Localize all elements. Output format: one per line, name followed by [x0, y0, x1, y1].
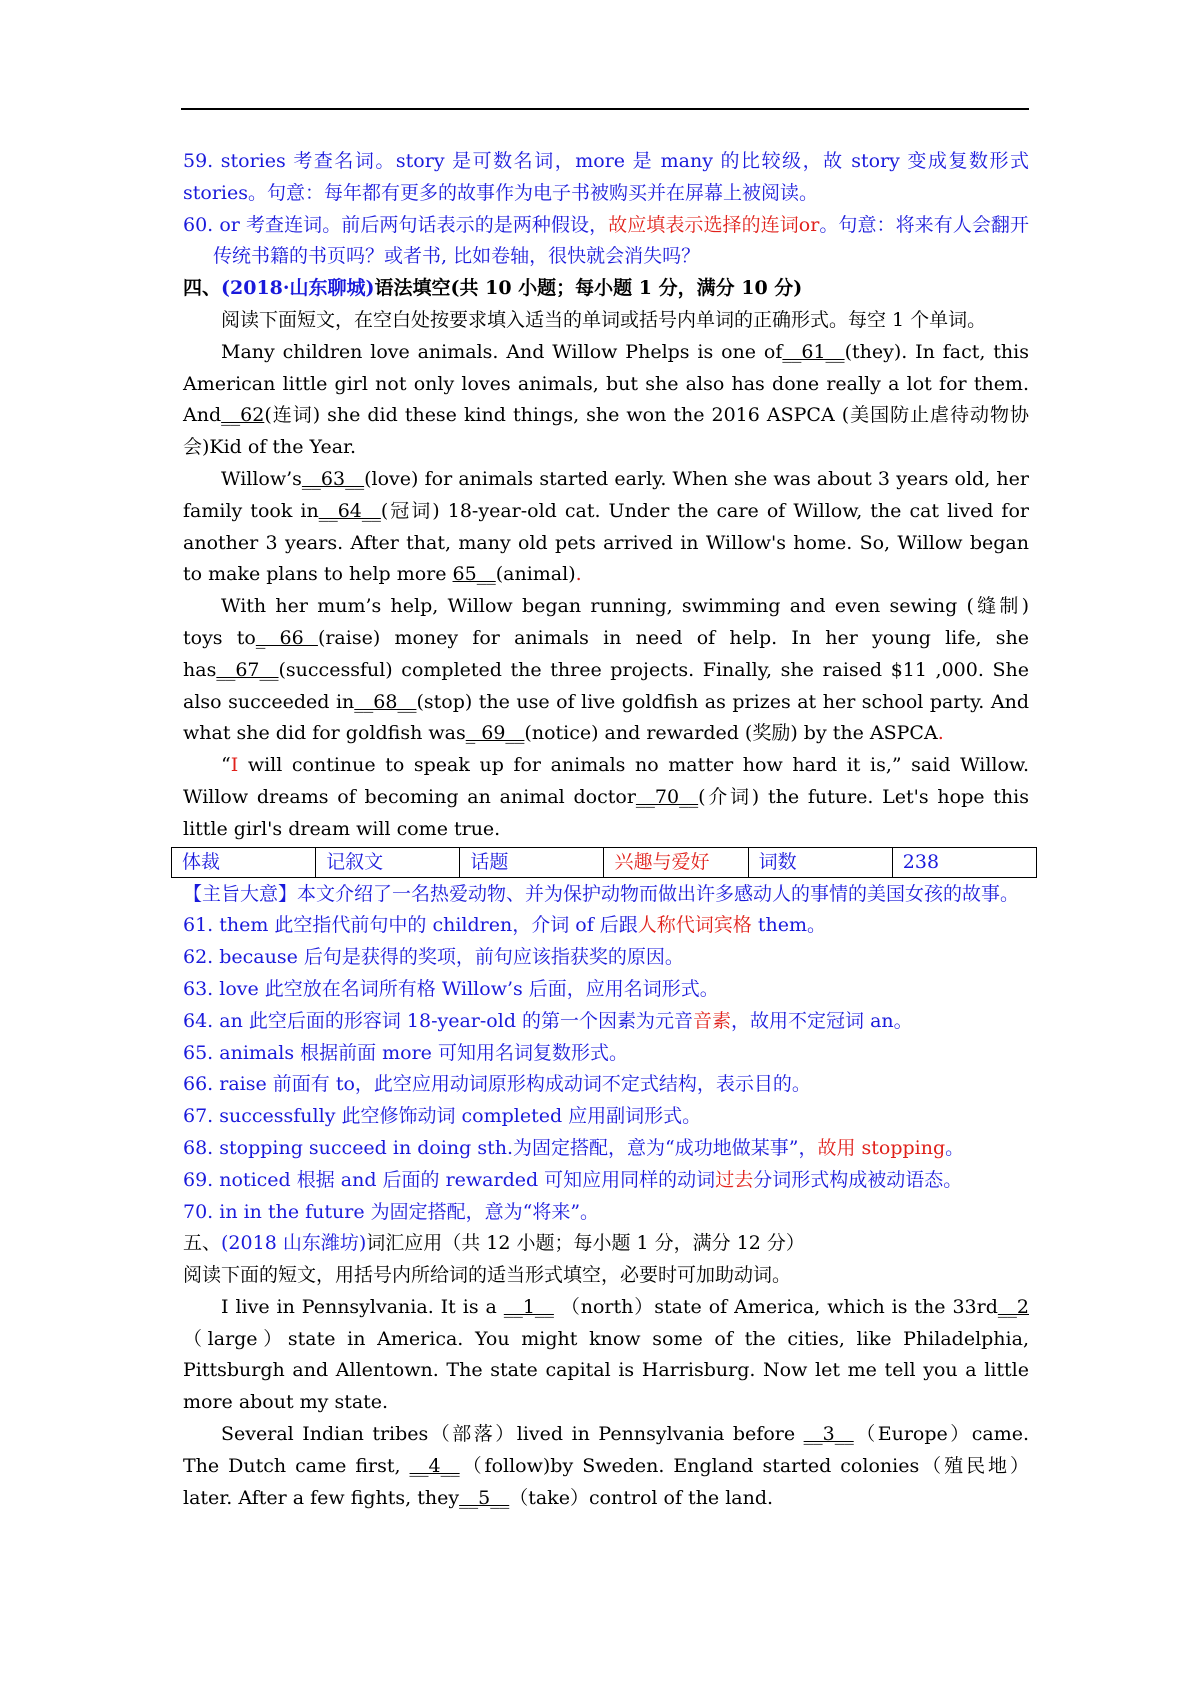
- table-cell-genre-value: 记叙文: [316, 847, 460, 877]
- passage-paragraph-3: With her mum’s help, Willow began running, swimming and even sewing (缝制) toys to_ 66 (raise) money for animals in need of help. In her young life, she has__67__(successful) completed the three projects. Finally, she raised $11 ,000. She also succeeded in__68__(stop) the use of live goldfish as prizes at her school party. And what she did for goldfish was_ 69__(notice) and rewarded (奖励) by the ASPCA.: [183, 595, 1029, 745]
- blank-65: 65__: [452, 563, 496, 586]
- passage-info-table: [171, 847, 1037, 878]
- answer-69: 69. noticed 根据 and 后面的 rewarded 可知应用同样的动词过去分词形式构成被动语态。: [183, 1168, 963, 1191]
- table-cell-topic-label: 话题: [460, 847, 604, 877]
- answer-68: 68. stopping succeed in doing sth.为固定搭配，意为“成功地做某事”，故用 stopping。: [183, 1136, 965, 1159]
- blank-63: __63__: [301, 467, 365, 490]
- blank-3: __3__: [803, 1423, 854, 1446]
- section-5-heading: 五、(2018 山东潍坊)词汇应用（共 12 小题；每小题 1 分，满分 12 分）: [183, 1232, 805, 1255]
- table-row: [172, 847, 1037, 877]
- section-5-instructions: 阅读下面的短文，用括号内所给词的适当形式填空，必要时可加助动词。: [183, 1264, 792, 1287]
- section-4-instructions: 阅读下面短文，在空白处按要求填入适当的单词或括号内单词的正确形式。每空 1 个单词。: [221, 308, 987, 331]
- table-cell-wordcount-label: 词数: [748, 847, 892, 877]
- answer-67: 67. successfully 此空修饰动词 completed 应用副词形式。: [183, 1105, 702, 1128]
- blank-4: __4__: [409, 1454, 460, 1477]
- table-cell-genre-label: 体裁: [172, 847, 316, 877]
- table-cell-wordcount-value: 238: [892, 847, 1036, 877]
- document-content: [183, 146, 1029, 1514]
- answer-66: 66. raise 前面有 to，此空应用动词原形构成动词不定式结构，表示目的。: [183, 1073, 811, 1096]
- answer-61: 61. them 此空指代前句中的 children，介词 of 后跟人称代词宾格 them。: [183, 914, 826, 937]
- passage-5-paragraph-2: Several Indian tribes（部落）lived in Pennsylvania before __3__（Europe）came. The Dutch came first, __4__（follow)by Sweden. England started colonies（殖民地）later. After a few fights, they__5__（take）control of the land.: [183, 1423, 1029, 1509]
- blank-2: __2: [997, 1295, 1029, 1318]
- passage-5-paragraph-1: I live in Pennsylvania. It is a __1__ （north）state of America, which is the 33rd__2（large）state in America. You might know some of the cities, like Philadelphia, Pittsburgh and Allentown. The state capital is Harrisburg. Now let me tell you a little more about my state.: [183, 1295, 1029, 1414]
- answer-62: 62. because 后句是获得的奖项，前句应该指获奖的原因。: [183, 946, 684, 969]
- blank-70: __70__: [635, 785, 699, 808]
- blank-69: _ 69__: [465, 722, 525, 745]
- answer-60: 60. or 考查连词。前后两句话表示的是两种假设，故应填表示选择的连词or。句意：将来有人会翻开传统书籍的书页吗？或者书, 比如卷轴，很快就会消失吗？: [183, 213, 1029, 268]
- passage-paragraph-2: Willow’s__63__(love) for animals started early. When she was about 3 years old, her family took in__64__(冠词) 18-year-old cat. Under the care of Willow, the cat lived for another 3 years. After that, many old pets arrived in Willow's home. So, Willow began to make plans to help more 65__(animal).: [183, 467, 1029, 586]
- answer-65: 65. animals 根据前面 more 可知用名词复数形式。: [183, 1041, 628, 1064]
- section-4-heading: 四、(2018·山东聊城)语法填空(共 10 小题；每小题 1 分，满分 10 分): [183, 277, 803, 300]
- blank-61: __61__: [782, 340, 845, 363]
- blank-66: _ 66: [255, 626, 318, 649]
- table-cell-topic-value: 兴趣与爱好: [604, 847, 748, 877]
- blank-68: __68__: [354, 690, 417, 713]
- summary: 【主旨大意】本文介绍了一名热爱动物、并为保护动物而做出许多感动人的事情的美国女孩的故事。: [183, 882, 1020, 905]
- answer-63: 63. love 此空放在名词所有格 Willow’s 后面，应用名词形式。: [183, 977, 719, 1000]
- blank-62: __62: [221, 404, 265, 427]
- passage-paragraph-1: Many children love animals. And Willow Phelps is one of__61__(they). In fact, this American little girl not only loves animals, but she also has done really a lot for them. And__62(连词) she did these kind things, she won the 2016 ASPCA (美国防止虐待动物协会)Kid of the Year.: [183, 340, 1029, 459]
- answer-59: 59. stories 考查名词。story 是可数名词，more 是 many 的比较级，故 story 变成复数形式 stories。句意：每年都有更多的故事作为电子书被购买并在屏幕上被阅读。: [183, 150, 1029, 204]
- passage-paragraph-4: “I will continue to speak up for animals no matter how hard it is,” said Willow. Willow dreams of becoming an animal doctor__70__(介词) the future. Let's hope this little girl's dream will come true.: [183, 754, 1029, 840]
- blank-67: __67__: [216, 658, 279, 681]
- answer-70: 70. in in the future 为固定搭配，意为“将来”。: [183, 1200, 600, 1223]
- blank-1: __1__: [503, 1295, 554, 1318]
- blank-64: __64__: [318, 499, 381, 522]
- blank-5: __5__: [459, 1486, 510, 1509]
- answer-64: 64. an 此空后面的形容词 18-year-old 的第一个因素为元音音素，故用不定冠词 an。: [183, 1009, 913, 1032]
- header-rule: [181, 108, 1029, 110]
